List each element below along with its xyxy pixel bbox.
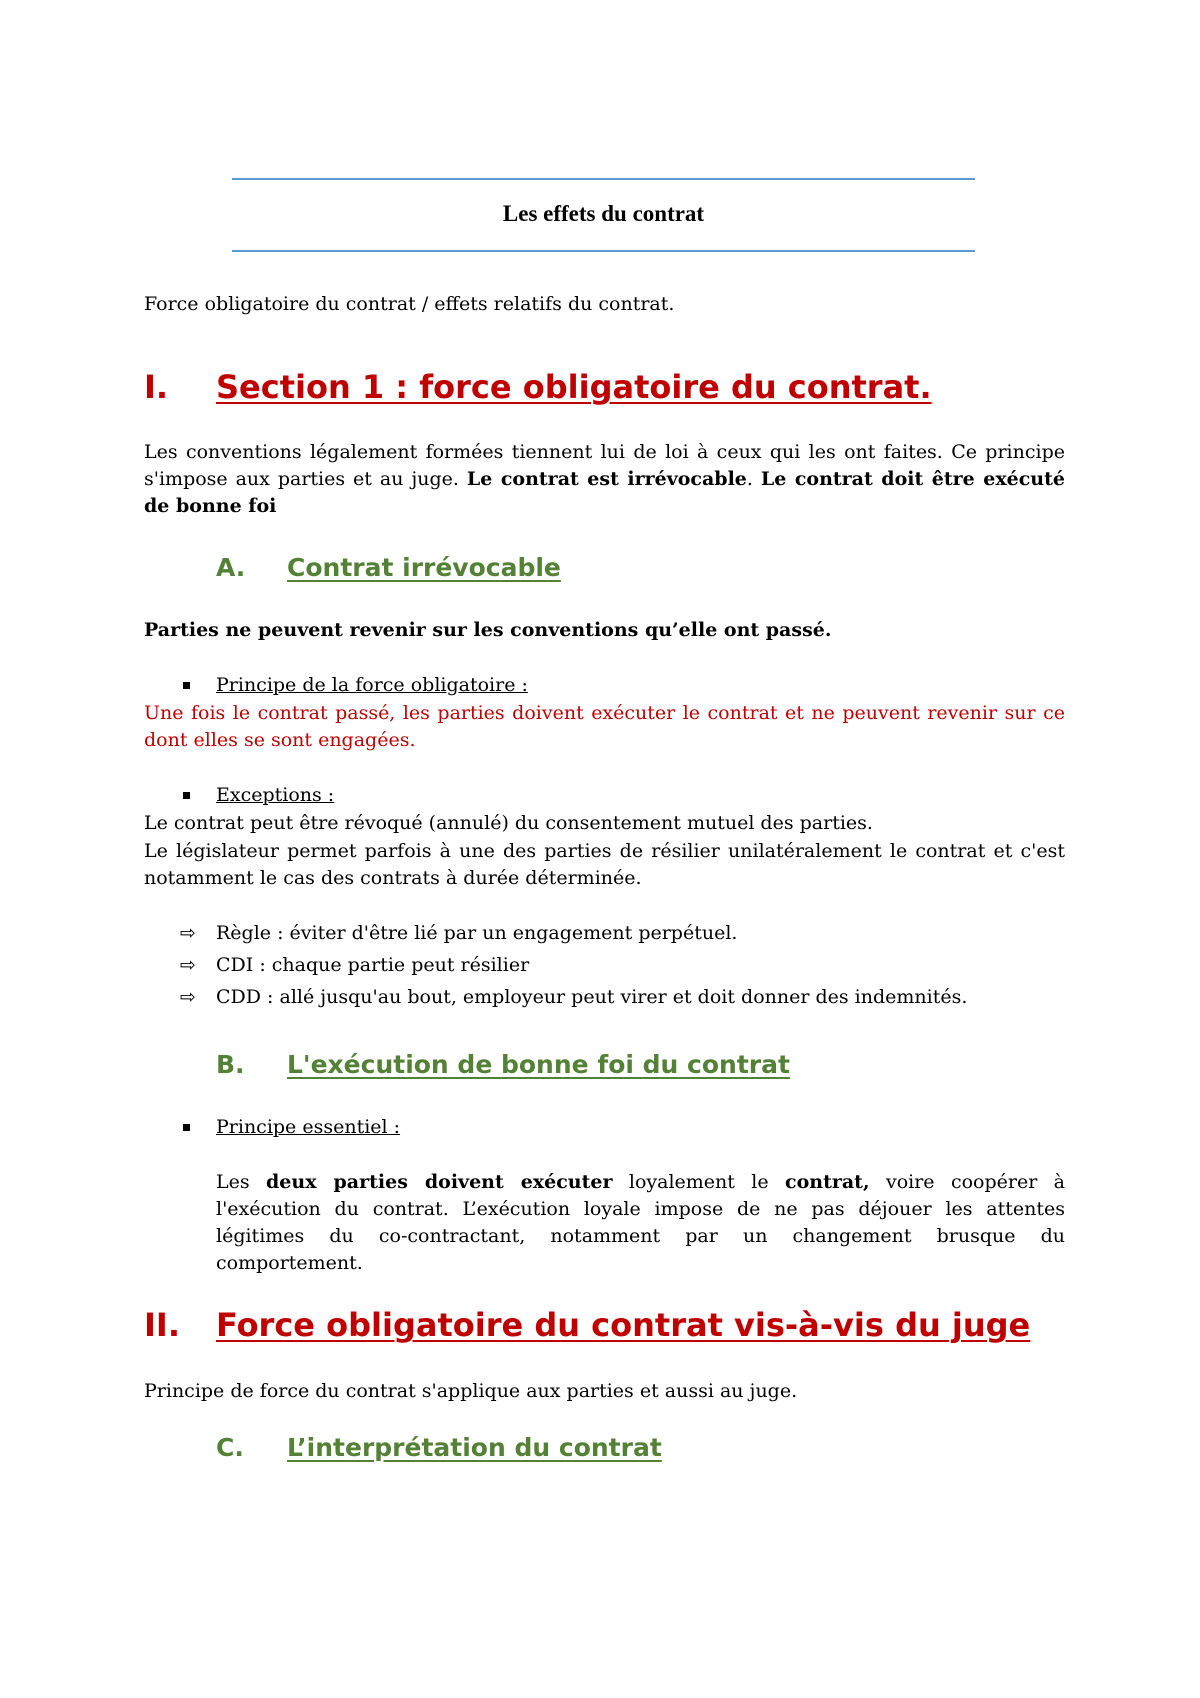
right-arrow-outline-icon: ⇨ — [180, 954, 196, 976]
sub-b-heading — [216, 1050, 1016, 1079]
sub-b-title: L'exécution de bonne foi du contrat — [287, 1050, 790, 1079]
intro-text: Force obligatoire du contrat / effets relatifs du contrat. — [144, 293, 675, 315]
sub-b-letter: B. — [216, 1050, 245, 1079]
sub-b-paragraph-text: voire coopérer à l'exécution du contrat. L’exécution loyale impose de ne pas déjouer les attentes légitimes du co-contractant, notamment par un changement brusque du comportement. — [216, 1171, 1065, 1274]
section-1-number: I. — [144, 368, 169, 406]
sub-a-lead: Parties ne peuvent revenir sur les conventions qu’elle ont passé. — [144, 619, 832, 641]
square-bullet-icon — [183, 1124, 190, 1131]
sub-b-bold-parties: deux parties doivent exécuter — [266, 1171, 613, 1193]
exceptions-line-2: Le législateur permet parfois à une des parties de résilier unilatéralement le contrat et c'est notamment le cas des contrats à durée déterminée. — [144, 840, 1065, 889]
sub-a-heading — [216, 553, 1016, 582]
good-faith-statement: Le contrat doit être exécuté de bonne foi — [144, 468, 1065, 517]
right-arrow-outline-icon: ⇨ — [180, 922, 196, 944]
section-1-title: Section 1 : force obligatoire du contrat. — [216, 368, 932, 406]
arrow-item-regle: Règle : éviter d'être lié par un engagement perpétuel. — [216, 922, 738, 944]
sub-c-heading — [216, 1433, 1016, 1462]
bullet-principe-text: Une fois le contrat passé, les parties doivent exécuter le contrat et ne peuvent revenir sur ce dont elles se sont engagées. — [144, 702, 1065, 751]
sub-a-title: Contrat irrévocable — [287, 553, 561, 582]
sub-a-letter: A. — [216, 553, 246, 582]
sub-b-paragraph-text: Les — [216, 1171, 267, 1193]
section-1-paragraph — [144, 439, 1065, 520]
exceptions-line-1: Le contrat peut être révoqué (annulé) du consentement mutuel des parties. — [144, 812, 873, 834]
section-2-number: II. — [144, 1306, 180, 1344]
section-2-heading — [144, 1306, 1104, 1344]
right-arrow-outline-icon: ⇨ — [180, 986, 196, 1008]
sub-c-title: L’interprétation du contrat — [287, 1433, 662, 1462]
arrow-item-cdi: CDI : chaque partie peut résilier — [216, 954, 530, 976]
section-2-title: Force obligatoire du contrat vis-à-vis du juge — [216, 1306, 1031, 1344]
sub-b-paragraph — [216, 1169, 1065, 1277]
section-2-paragraph: Principe de force du contrat s'applique aux parties et aussi au juge. — [144, 1380, 798, 1402]
document-title: Les effets du contrat — [502, 201, 705, 226]
bullet-exceptions-label: Exceptions : — [216, 784, 335, 806]
section-1-paragraph-text: Les conventions légalement formées tiennent lui de loi à ceux qui les ont faites. Ce principe s'impose aux parties et au juge. — [144, 441, 1065, 490]
title-rule-bottom — [232, 250, 975, 252]
separator: . — [746, 468, 761, 490]
irrevocable-statement: Le contrat est irrévocable — [466, 468, 747, 490]
square-bullet-icon — [183, 792, 190, 799]
sub-b-bold-contrat: contrat, — [785, 1171, 870, 1193]
section-1-heading — [144, 368, 1044, 406]
bullet-principe-essentiel-label: Principe essentiel : — [216, 1116, 401, 1138]
sub-b-paragraph-text: loyalement le — [612, 1171, 786, 1193]
bullet-principe-label: Principe de la force obligatoire : — [216, 674, 528, 696]
square-bullet-icon — [183, 682, 190, 689]
sub-c-letter: C. — [216, 1433, 244, 1462]
title-rule-top — [232, 178, 975, 180]
arrow-item-cdd: CDD : allé jusqu'au bout, employeur peut virer et doit donner des indemnités. — [216, 986, 968, 1008]
